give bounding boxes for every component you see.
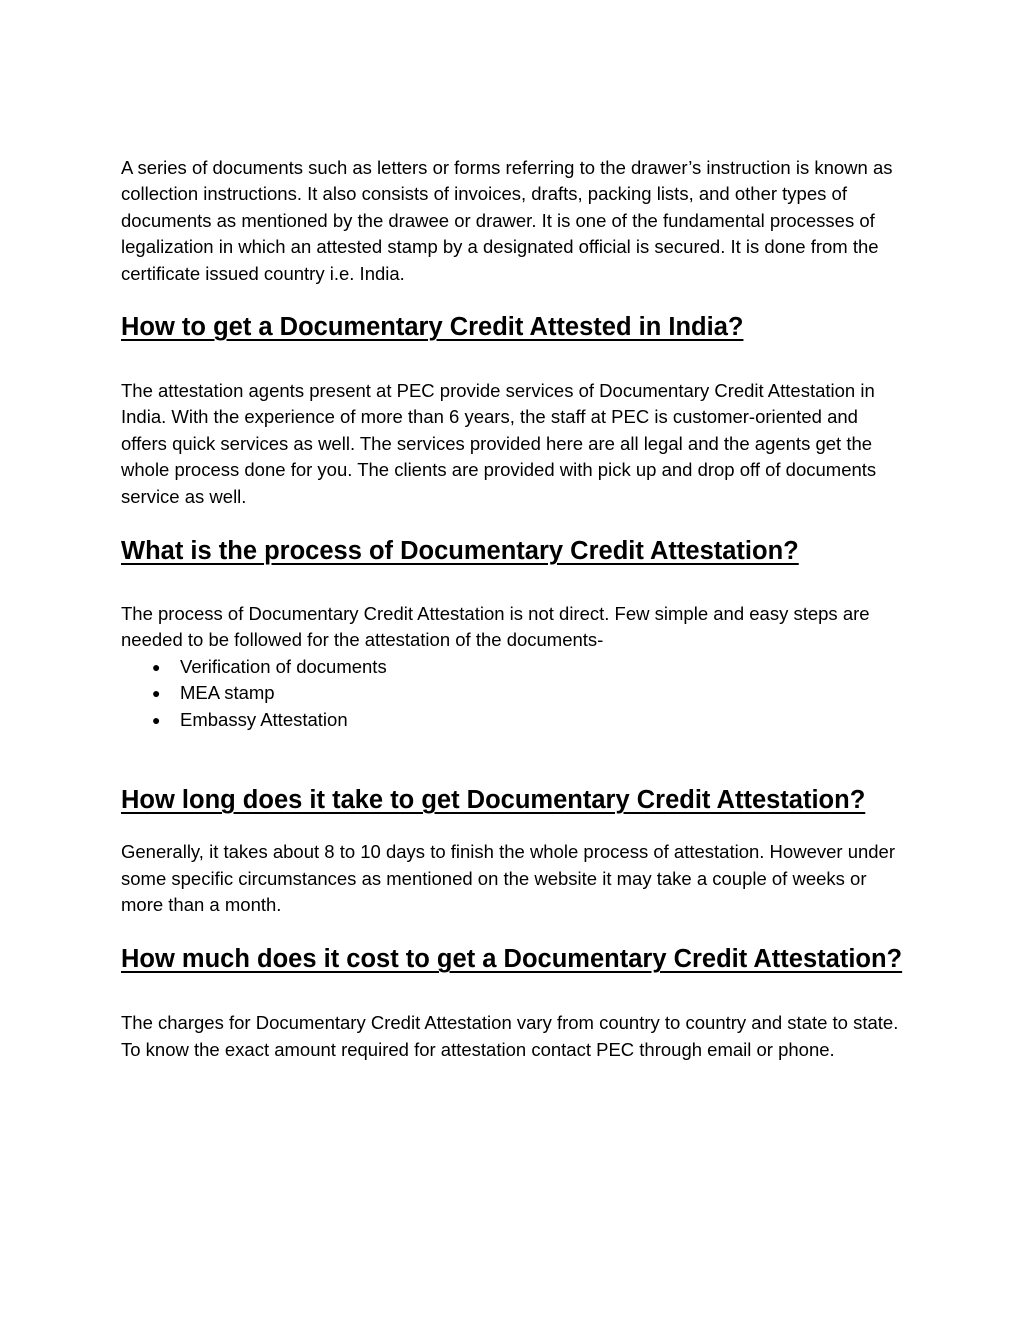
process-steps-list	[121, 654, 906, 733]
section-body-cost: The charges for Documentary Credit Attestation vary from country to country and state to state. To know the exact amount required for attestation contact PEC through email or phone.	[121, 1012, 899, 1060]
section-heading-attest-india: How to get a Documentary Credit Attested in India?	[121, 313, 744, 342]
list-item-label: Verification of documents	[180, 655, 387, 677]
list-item	[121, 707, 906, 733]
list-item-label: Embassy Attestation	[180, 708, 348, 730]
section-body-duration: Generally, it takes about 8 to 10 days to finish the whole process of attestation. However under some specific circumstances as mentioned on the website it may take a couple of weeks or more than a month.	[121, 841, 896, 915]
section-body-process: The process of Documentary Credit Attestation is not direct. Few simple and easy steps are needed to be followed for the attestation of the documents-	[121, 603, 870, 651]
section-heading-cost: How much does it cost to get a Documentary Credit Attestation?	[121, 945, 903, 974]
list-item	[121, 654, 906, 680]
document-page	[121, 0, 906, 1063]
section-body-attest-india: The attestation agents present at PEC provide services of Documentary Credit Attestation in India. With the experience of more than 6 years, the staff at PEC is customer-oriented and offers quick services as well. The services provided here are all legal and the agents get the whole process done for you. The clients are provided with pick up and drop off of documents service as well.	[121, 380, 877, 507]
list-item-label: MEA stamp	[180, 682, 275, 704]
bullet-icon: ●	[152, 685, 161, 702]
section-heading-duration: How long does it take to get Documentary Credit Attestation?	[121, 786, 866, 815]
list-item	[121, 680, 906, 706]
bullet-icon: ●	[152, 658, 161, 675]
bullet-icon: ●	[152, 711, 161, 728]
section-heading-process: What is the process of Documentary Credit Attestation?	[121, 537, 799, 566]
intro-paragraph: A series of documents such as letters or forms referring to the drawer’s instruction is known as collection instructions. It also consists of invoices, drafts, packing lists, and other types of documents as mentioned by the drawee or drawer. It is one of the fundamental processes of legalization in which an attested stamp by a designated official is secured. It is done from the certificate issued country i.e. India.	[121, 157, 893, 284]
